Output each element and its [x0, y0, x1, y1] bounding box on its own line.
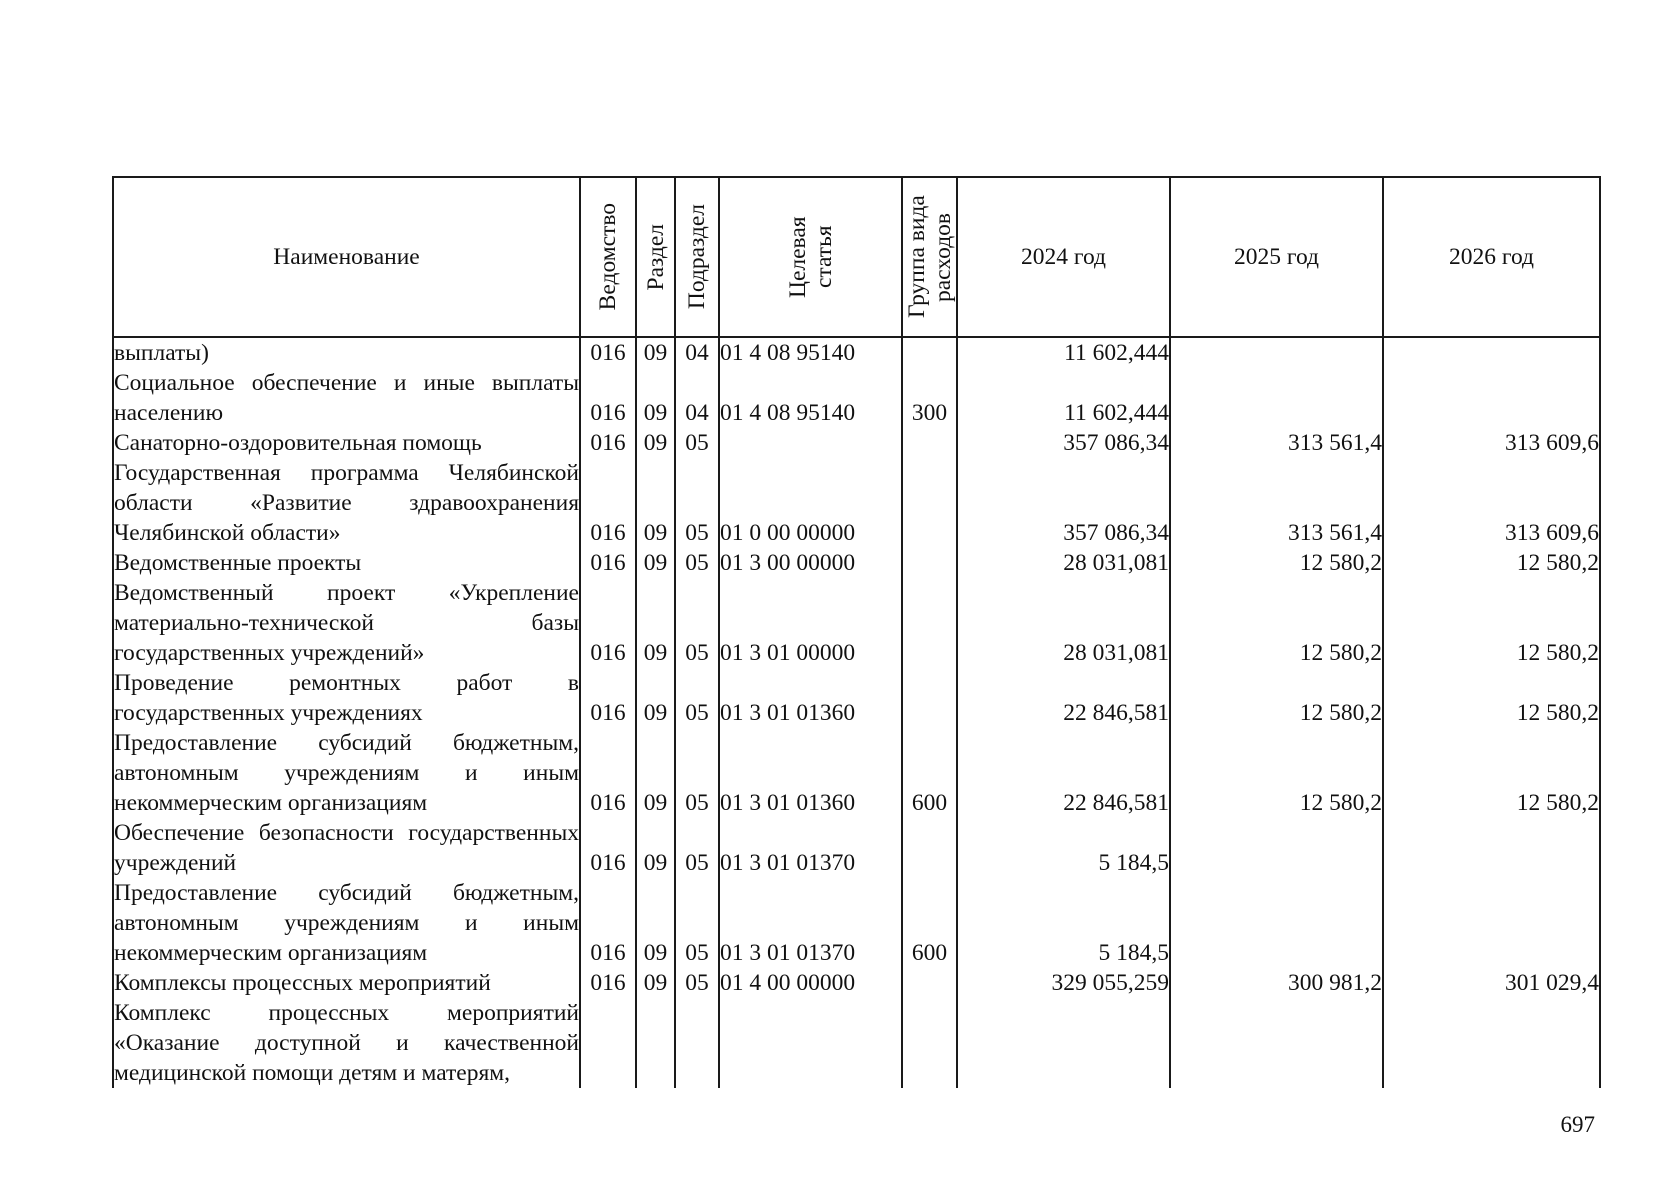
cell-target: 01 3 01 01370 [719, 878, 902, 968]
table-row [113, 818, 1600, 878]
cell-target: 01 3 01 01370 [719, 818, 902, 878]
budget-table [112, 176, 1601, 1088]
cell-2026: 12 580,2 [1383, 578, 1600, 668]
cell-2025: 300 981,2 [1170, 968, 1383, 998]
cell-2024: 5 184,5 [957, 878, 1170, 968]
table-row [113, 968, 1600, 998]
cell-2024: 357 086,34 [957, 458, 1170, 548]
cell-razdel: 09 [636, 668, 675, 728]
cell-target: 01 3 01 01360 [719, 668, 902, 728]
cell-razdel: 09 [636, 548, 675, 578]
cell-2026: 301 029,4 [1383, 968, 1600, 998]
header-vedomstvo: Ведомство [580, 177, 636, 337]
cell-group [902, 458, 957, 548]
cell-2026 [1383, 998, 1600, 1088]
cell-razdel: 09 [636, 578, 675, 668]
cell-razdel: 09 [636, 458, 675, 548]
table-row [113, 578, 1600, 668]
cell-podrazdel: 05 [675, 668, 719, 728]
cell-vedomstvo: 016 [580, 668, 636, 728]
cell-name: Комплекс процессных мероприятий «Оказание доступной и качественной медицинской помощи детям и матерям, [114, 1000, 579, 1086]
cell-2025: 313 561,4 [1170, 428, 1383, 458]
cell-2024: 28 031,081 [957, 548, 1170, 578]
cell-2025 [1170, 878, 1383, 968]
cell-2026: 12 580,2 [1383, 728, 1600, 818]
table-row [113, 458, 1600, 548]
cell-podrazdel: 05 [675, 548, 719, 578]
cell-2026 [1383, 368, 1600, 428]
cell-2025: 12 580,2 [1170, 578, 1383, 668]
cell-name: Обеспечение безопасности государственных учреждений [114, 820, 579, 876]
cell-target: 01 3 01 01360 [719, 728, 902, 818]
cell-2025: 313 561,4 [1170, 458, 1383, 548]
cell-vedomstvo: 016 [580, 968, 636, 998]
cell-vedomstvo: 016 [580, 458, 636, 548]
cell-2026 [1383, 818, 1600, 878]
cell-vedomstvo [580, 998, 636, 1088]
table-header [113, 177, 1600, 337]
cell-vedomstvo: 016 [580, 728, 636, 818]
cell-vedomstvo: 016 [580, 818, 636, 878]
cell-2026: 313 609,6 [1383, 458, 1600, 548]
cell-target: 01 3 01 00000 [719, 578, 902, 668]
header-2025: 2025 год [1170, 177, 1383, 337]
cell-2025: 12 580,2 [1170, 548, 1383, 578]
cell-vedomstvo: 016 [580, 548, 636, 578]
cell-podrazdel [675, 998, 719, 1088]
cell-group [902, 428, 957, 458]
cell-razdel: 09 [636, 428, 675, 458]
cell-group: 600 [902, 728, 957, 818]
cell-target: 01 3 00 00000 [719, 548, 902, 578]
cell-name: Комплексы процессных мероприятий [113, 968, 580, 998]
page-number: 697 [1560, 1112, 1595, 1137]
cell-name: Предоставление субсидий бюджетным, автономным учреждениям и иным некоммерческим организациям [114, 730, 579, 816]
cell-2024: 28 031,081 [957, 578, 1170, 668]
cell-2024: 329 055,259 [957, 968, 1170, 998]
cell-vedomstvo: 016 [580, 428, 636, 458]
cell-group [902, 668, 957, 728]
cell-podrazdel: 05 [675, 428, 719, 458]
table-row [113, 337, 1600, 368]
header-podrazdel: Подраздел [675, 177, 719, 337]
cell-target: 01 4 00 00000 [719, 968, 902, 998]
cell-2024: 11 602,444 [957, 368, 1170, 428]
cell-2025 [1170, 998, 1383, 1088]
cell-2024: 11 602,444 [957, 337, 1170, 368]
cell-2026: 313 609,6 [1383, 428, 1600, 458]
cell-razdel: 09 [636, 728, 675, 818]
cell-2026: 12 580,2 [1383, 668, 1600, 728]
cell-name: Проведение ремонтных работ в государственных учреждениях [114, 670, 579, 726]
table-row [113, 428, 1600, 458]
cell-2024: 5 184,5 [957, 818, 1170, 878]
cell-2024 [957, 998, 1170, 1088]
cell-2024: 22 846,581 [957, 728, 1170, 818]
table-row [113, 728, 1600, 818]
cell-2025 [1170, 368, 1383, 428]
cell-podrazdel: 05 [675, 878, 719, 968]
header-target: Целевая статья [719, 177, 902, 337]
cell-vedomstvo: 016 [580, 878, 636, 968]
cell-razdel: 09 [636, 818, 675, 878]
cell-2024: 22 846,581 [957, 668, 1170, 728]
table-row [113, 368, 1600, 428]
cell-name: Государственная программа Челябинской области «Развитие здравоохранения Челябинской области» [114, 460, 579, 546]
header-name: Наименование [113, 177, 580, 337]
cell-2025: 12 580,2 [1170, 668, 1383, 728]
cell-2025 [1170, 818, 1383, 878]
cell-target: 01 4 08 95140 [719, 337, 902, 368]
cell-name: Санаторно-оздоровительная помощь [113, 428, 580, 458]
cell-name: Ведомственный проект «Укрепление материально-технической базы государственных учреждений» [114, 580, 579, 666]
cell-podrazdel: 05 [675, 968, 719, 998]
cell-razdel: 09 [636, 368, 675, 428]
cell-razdel: 09 [636, 878, 675, 968]
cell-group [902, 337, 957, 368]
table-row [113, 998, 1600, 1088]
cell-2026 [1383, 337, 1600, 368]
cell-target: 01 0 00 00000 [719, 458, 902, 548]
header-razdel: Раздел [636, 177, 675, 337]
cell-vedomstvo: 016 [580, 368, 636, 428]
cell-group [902, 968, 957, 998]
cell-group [902, 818, 957, 878]
cell-razdel: 09 [636, 968, 675, 998]
cell-vedomstvo: 016 [580, 337, 636, 368]
table-row [113, 878, 1600, 968]
cell-vedomstvo: 016 [580, 578, 636, 668]
cell-target [719, 428, 902, 458]
cell-2024: 357 086,34 [957, 428, 1170, 458]
cell-target: 01 4 08 95140 [719, 368, 902, 428]
cell-podrazdel: 05 [675, 578, 719, 668]
cell-razdel: 09 [636, 337, 675, 368]
cell-group: 600 [902, 878, 957, 968]
cell-name: Предоставление субсидий бюджетным, автономным учреждениям и иным некоммерческим организациям [114, 880, 579, 966]
header-2026: 2026 год [1383, 177, 1600, 337]
table-row [113, 548, 1600, 578]
cell-group [902, 548, 957, 578]
cell-podrazdel: 05 [675, 818, 719, 878]
cell-name: Социальное обеспечение и иные выплаты населению [114, 370, 579, 426]
cell-podrazdel: 04 [675, 368, 719, 428]
cell-podrazdel: 05 [675, 728, 719, 818]
cell-podrazdel: 04 [675, 337, 719, 368]
cell-podrazdel: 05 [675, 458, 719, 548]
cell-2026: 12 580,2 [1383, 548, 1600, 578]
cell-group [902, 578, 957, 668]
header-2024: 2024 год [957, 177, 1170, 337]
cell-razdel [636, 998, 675, 1088]
cell-2026 [1383, 878, 1600, 968]
cell-2025 [1170, 337, 1383, 368]
cell-name: Ведомственные проекты [113, 548, 580, 578]
cell-target [719, 998, 902, 1088]
cell-2025: 12 580,2 [1170, 728, 1383, 818]
cell-name: выплаты) [113, 337, 580, 368]
header-group: Группа вида расходов [902, 177, 957, 337]
cell-group [902, 998, 957, 1088]
cell-group: 300 [902, 368, 957, 428]
table-row [113, 668, 1600, 728]
table-body [113, 337, 1600, 1088]
